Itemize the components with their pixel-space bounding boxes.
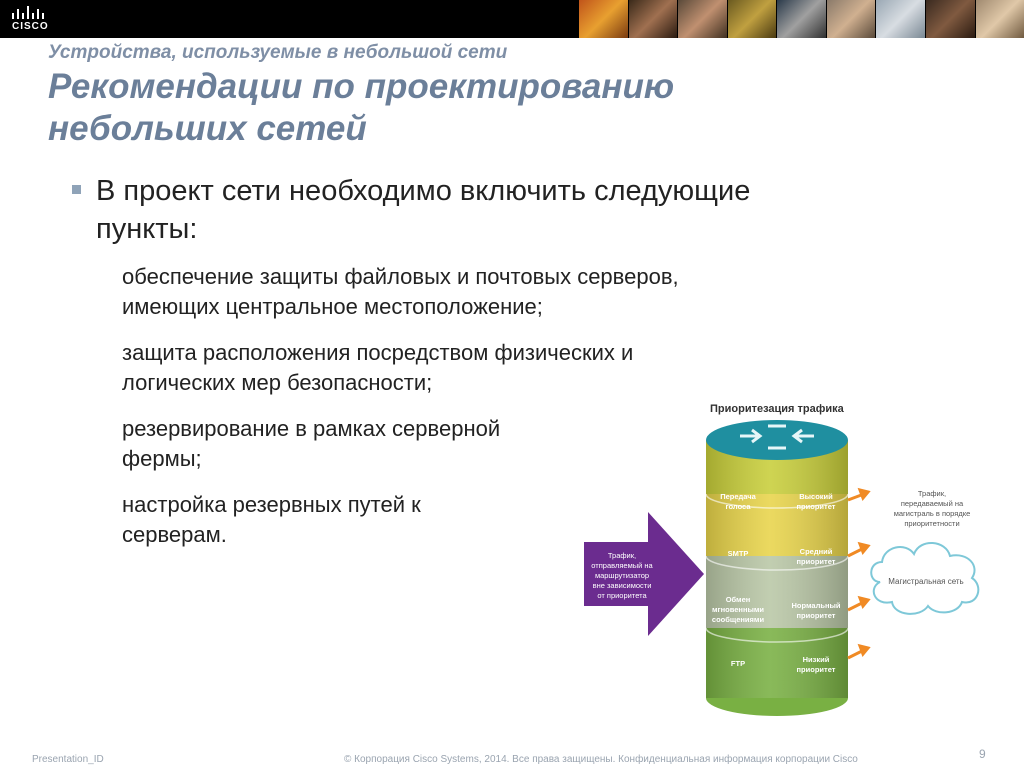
cloud-label: Магистральная сеть	[888, 577, 964, 586]
sub-item-line: защита расположения посредством физических и	[122, 340, 634, 365]
header-photo	[826, 0, 876, 38]
header-photo-strip	[578, 0, 1024, 38]
sub-item-line: серверам.	[122, 522, 227, 547]
header-photo	[975, 0, 1024, 38]
layer-label: голоса	[725, 502, 751, 511]
orange-arrowhead-icon	[860, 598, 868, 606]
output-label: приоритетности	[904, 519, 960, 528]
header-photo	[628, 0, 678, 38]
sub-item-line: обеспечение защиты файловых и почтовых серверов,	[122, 264, 679, 289]
header-photo	[875, 0, 925, 38]
sub-item-line: настройка резервных путей к	[122, 492, 421, 517]
sub-item-line: фермы;	[122, 446, 202, 471]
priority-label: приоритет	[796, 665, 836, 674]
input-arrow-label: маршрутизатор	[594, 571, 650, 580]
sub-item-line: резервирование в рамках серверной	[122, 416, 501, 441]
slide-subtitle: Устройства, используемые в небольшой сети	[48, 42, 508, 63]
output-arrows	[848, 490, 868, 658]
sub-item-line: логических мер безопасности;	[122, 370, 433, 395]
orange-arrowhead-icon	[860, 490, 868, 498]
layer-label: FTP	[730, 659, 746, 668]
main-bullet-line: В проект сети необходимо включить следующие	[96, 175, 751, 207]
sub-item	[122, 338, 633, 398]
sub-item-line: имеющих центральное местоположение;	[122, 294, 543, 319]
priority-label: приоритет	[796, 557, 836, 566]
input-arrow-label: от приоритета	[597, 591, 647, 600]
header-photo	[677, 0, 727, 38]
diagram-title: Приоритезация трафика	[710, 403, 844, 415]
slide-title	[48, 66, 848, 150]
layer-label: SMTP	[727, 549, 749, 558]
priority-label: Низкий	[802, 655, 830, 664]
layer-label: мгновенными	[711, 605, 765, 614]
output-label: Трафик,	[917, 489, 947, 498]
output-label: магистраль в порядке	[893, 509, 971, 518]
sub-item	[122, 414, 500, 474]
page-number: 9	[979, 747, 986, 761]
slide-title-line: Рекомендации по проектированию	[48, 67, 675, 106]
header-photo	[727, 0, 777, 38]
layer-label: Передача	[720, 492, 756, 501]
sub-item	[122, 262, 679, 322]
priority-label: Высокий	[799, 492, 833, 501]
header-bar	[0, 0, 1024, 38]
input-arrow-label: вне зависимости	[592, 581, 652, 590]
layer-label: Обмен	[725, 595, 751, 604]
sub-item	[122, 490, 421, 550]
header-photo	[925, 0, 975, 38]
layer-label: сообщениями	[711, 615, 765, 624]
traffic-prioritization-diagram	[580, 396, 1000, 726]
footer-copyright: © Корпорация Cisco Systems, 2014. Все права защищены. Конфиденциальная информация корпорации Cisco	[344, 754, 858, 765]
orange-arrowhead-icon	[860, 544, 868, 552]
header-photo	[578, 0, 628, 38]
priority-label: приоритет	[796, 502, 836, 511]
input-arrow-label: Трафик,	[607, 551, 637, 560]
main-bullet-line: пункты:	[96, 213, 198, 245]
priority-label: Средний	[799, 547, 833, 556]
priority-label: Нормальный	[791, 601, 841, 610]
orange-arrowhead-icon	[860, 646, 868, 654]
input-arrow-label: отправляемый на	[591, 561, 653, 570]
main-bullet	[72, 172, 912, 248]
header-photo	[776, 0, 826, 38]
output-label: передаваемый на	[900, 499, 964, 508]
footer-presentation-id: Presentation_ID	[32, 754, 104, 765]
bullet-square-icon	[72, 185, 81, 194]
slide-title-line: небольших сетей	[48, 109, 367, 148]
cisco-logo-text: CISCO	[12, 21, 49, 32]
priority-label: приоритет	[796, 611, 836, 620]
